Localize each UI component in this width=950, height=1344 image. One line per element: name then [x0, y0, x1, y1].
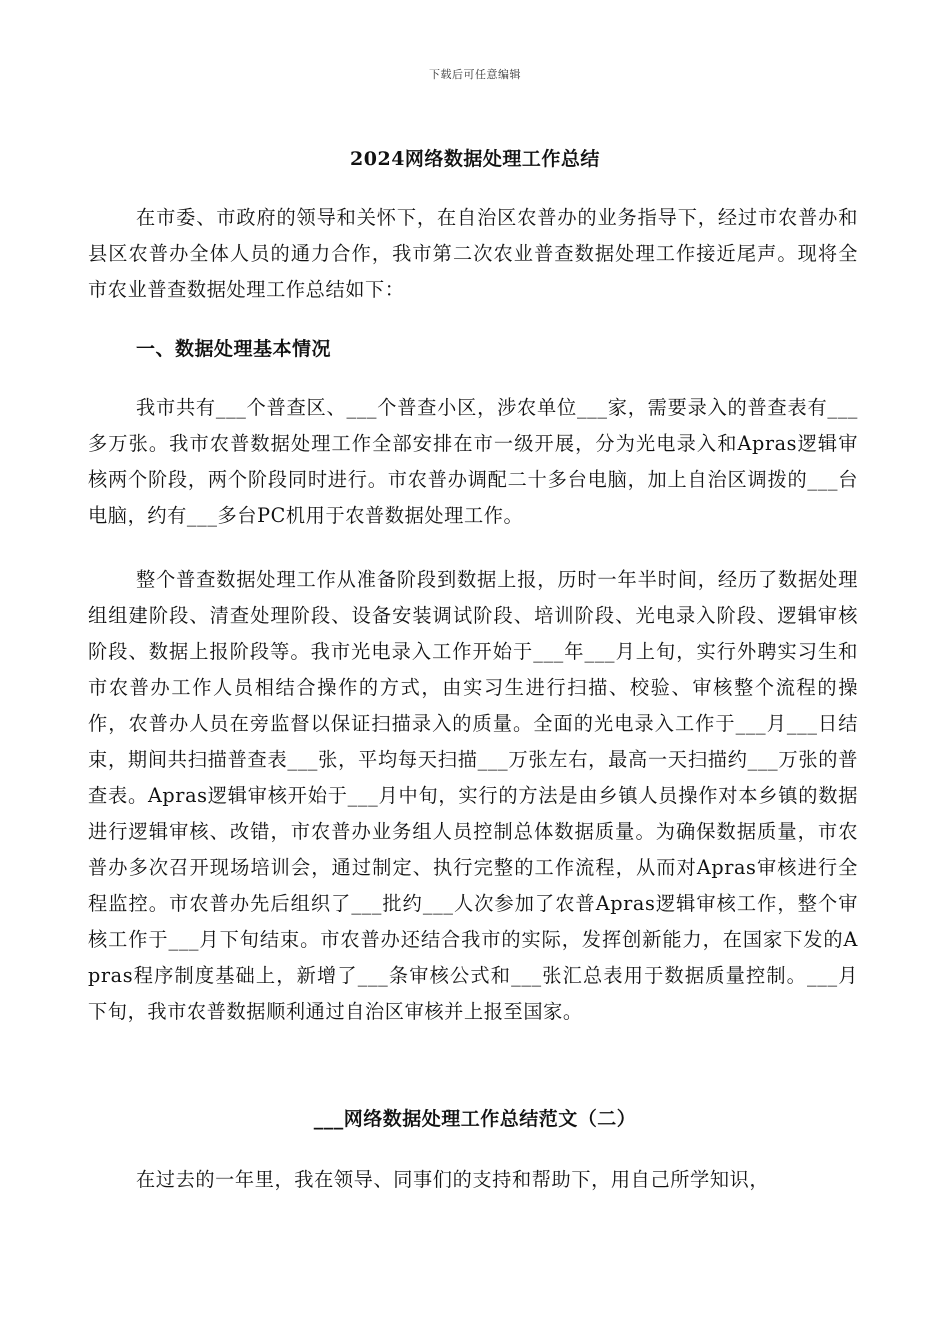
paragraph-sample-two-opening: 在过去的一年里，我在领导、同事们的支持和帮助下，用自己所学知识， — [136, 1168, 770, 1191]
header-note: 下载后可任意编辑 — [429, 68, 521, 81]
paragraph-overview: 我市共有___个普查区、___个普查小区，涉农单位___家，需要录入的普查表有___多万张。我市农普数据处理工作全部安排在市一级开展，分为光电录入和Apras逻辑审核两个阶段，两个阶段同时进行。市农普办调配二十多台电脑，加上自治区调拨的___台电脑，约有___多台PC机用于农普数据处理工作。 — [88, 396, 858, 527]
section-heading-basic-situation: 一、数据处理基本情况 — [136, 338, 332, 360]
sample-subtitle: ___网络数据处理工作总结范文（二） — [313, 1108, 637, 1130]
paragraph-process-details: 整个普查数据处理工作从准备阶段到数据上报，历时一年半时间，经历了数据处理组组建阶段、清查处理阶段、设备安装调试阶段、培训阶段、光电录入阶段、逻辑审核阶段、数据上报阶段等。我市光电录入工作开始于___年___月上旬，实行外聘实习生和市农普办工作人员相结合操作的方式，由实习生进行扫描、校验、审核整个流程的操作，农普办人员在旁监督以保证扫描录入的质量。全面的光电录入工作于___月___日结束，期间共扫描普查表___张，平均每天扫描___万张左右，最高一天扫描约___万张的普查表。Apras逻辑审核开始于___月中旬，实行的方法是由乡镇人员操作对本乡镇的数据进行逻辑审核、改错，市农普办业务组人员控制总体数据质量。为确保数据质量，市农普办多次召开现场培训会，通过制定、执行完整的工作流程，从而对Apras审核进行全程监控。市农普办先后组织了___批约___人次参加了农普Apras逻辑审核工作，整个审核工作于___月下旬结束。市农普办还结合我市的实际，发挥创新能力，在国家下发的Apras程序制度基础上，新增了___条审核公式和___张汇总表用于数据质量控制。___月下旬，我市农普数据顺利通过自治区审核并上报至国家。 — [88, 568, 858, 1023]
intro-paragraph: 在市委、市政府的领导和关怀下，在自治区农普办的业务指导下，经过市农普办和县区农普办全体人员的通力合作，我市第二次农业普查数据处理工作接近尾声。现将全市农业普查数据处理工作总结如下： — [88, 206, 858, 301]
document-title: 2024网络数据处理工作总结 — [350, 148, 600, 170]
